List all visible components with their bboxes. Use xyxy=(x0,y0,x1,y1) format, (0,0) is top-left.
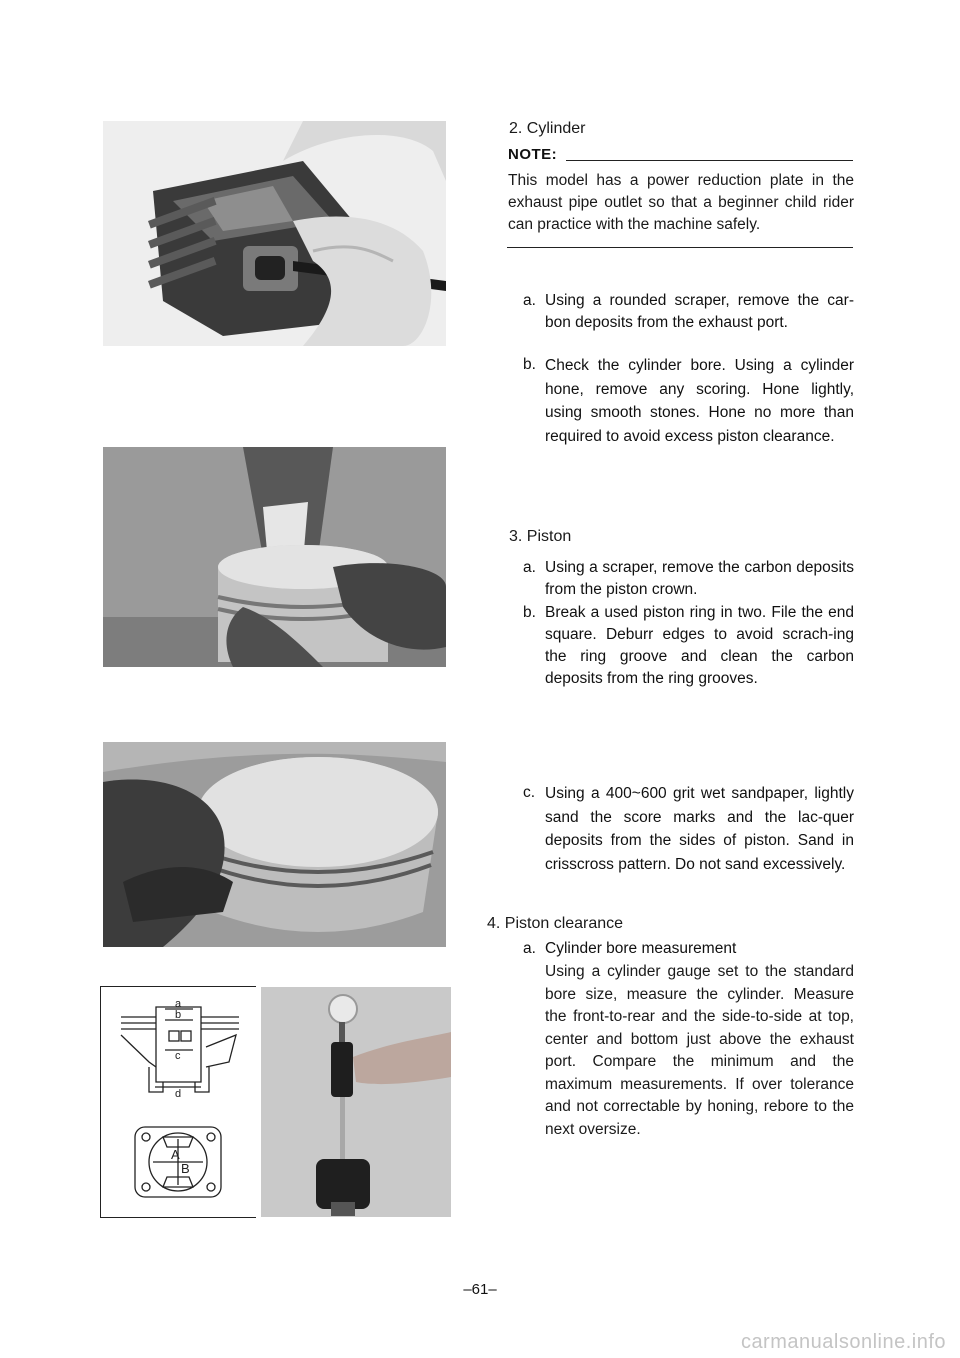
section-heading-piston: 3. Piston xyxy=(509,528,572,545)
diagram-label-b: b xyxy=(175,1009,182,1021)
bore-measurement-diagram xyxy=(100,986,256,1218)
note-label: NOTE: xyxy=(508,146,558,163)
step-text: Check the cylinder bore. Using a cylinder hone, remove any scoring. Hone lightly, using smooth stones. Hone no more than required to avoid excess piston clearance. xyxy=(545,357,854,445)
photo-cylinder-scraping xyxy=(103,121,446,346)
step-text: Break a used piston ring in two. File the end square. Deburr edges to avoid scrach-ing the ring groove and clean the carbon deposits from the ring grooves. xyxy=(545,604,854,687)
clearance-step-a-text: Using a cylinder gauge set to the standard bore size, measure the cylinder. Measure the front-to-rear and the side-to-side at top, center and bottom just above the exhaust port. Compare the minimum and the maximum measurements. If over tolerance and not correctable by honing, rebore to the next oversize. xyxy=(545,963,854,1138)
step-marker: b. xyxy=(523,356,536,373)
note-text: This model has a power reduction plate in the exhaust pipe outlet so that a beginner child rider can practice with the machine safely. xyxy=(508,172,854,233)
note-rule-top xyxy=(566,160,853,161)
diagram-label-c: c xyxy=(175,1050,181,1062)
photo-cylinder-gauge xyxy=(261,987,451,1217)
diagram-label-A: A xyxy=(171,1147,180,1162)
watermark: carmanualsonline.info xyxy=(740,1331,946,1353)
photo-piston-crown-scraping xyxy=(103,447,446,667)
note-rule-bottom xyxy=(507,247,853,248)
section-heading-piston-clearance: 4. Piston clearance xyxy=(487,915,624,932)
step-text: Using a rounded scraper, remove the car-bon deposits from the exhaust port. xyxy=(545,292,854,331)
step-marker: a. xyxy=(523,940,536,957)
diagram-label-d: d xyxy=(175,1088,182,1100)
diagram-label-a: a xyxy=(175,998,182,1010)
step-title: Cylinder bore measurement xyxy=(545,940,737,957)
step-marker: a. xyxy=(523,292,536,309)
step-marker: c. xyxy=(523,784,536,801)
step-marker: b. xyxy=(523,604,536,621)
section-heading-cylinder: 2. Cylinder xyxy=(509,120,586,137)
photo-piston-sanding xyxy=(103,742,446,947)
diagram-label-B: B xyxy=(181,1161,190,1176)
step-text: Using a 400~600 grit wet sandpaper, lightly sand the score marks and the lac-quer deposits from the sides of piston. Sand in crisscross pattern. Do not sand excessively. xyxy=(545,785,854,873)
step-text: Using a scraper, remove the carbon deposits from the piston crown. xyxy=(545,559,854,598)
page-number: –61– xyxy=(463,1281,497,1298)
step-marker: a. xyxy=(523,559,536,576)
